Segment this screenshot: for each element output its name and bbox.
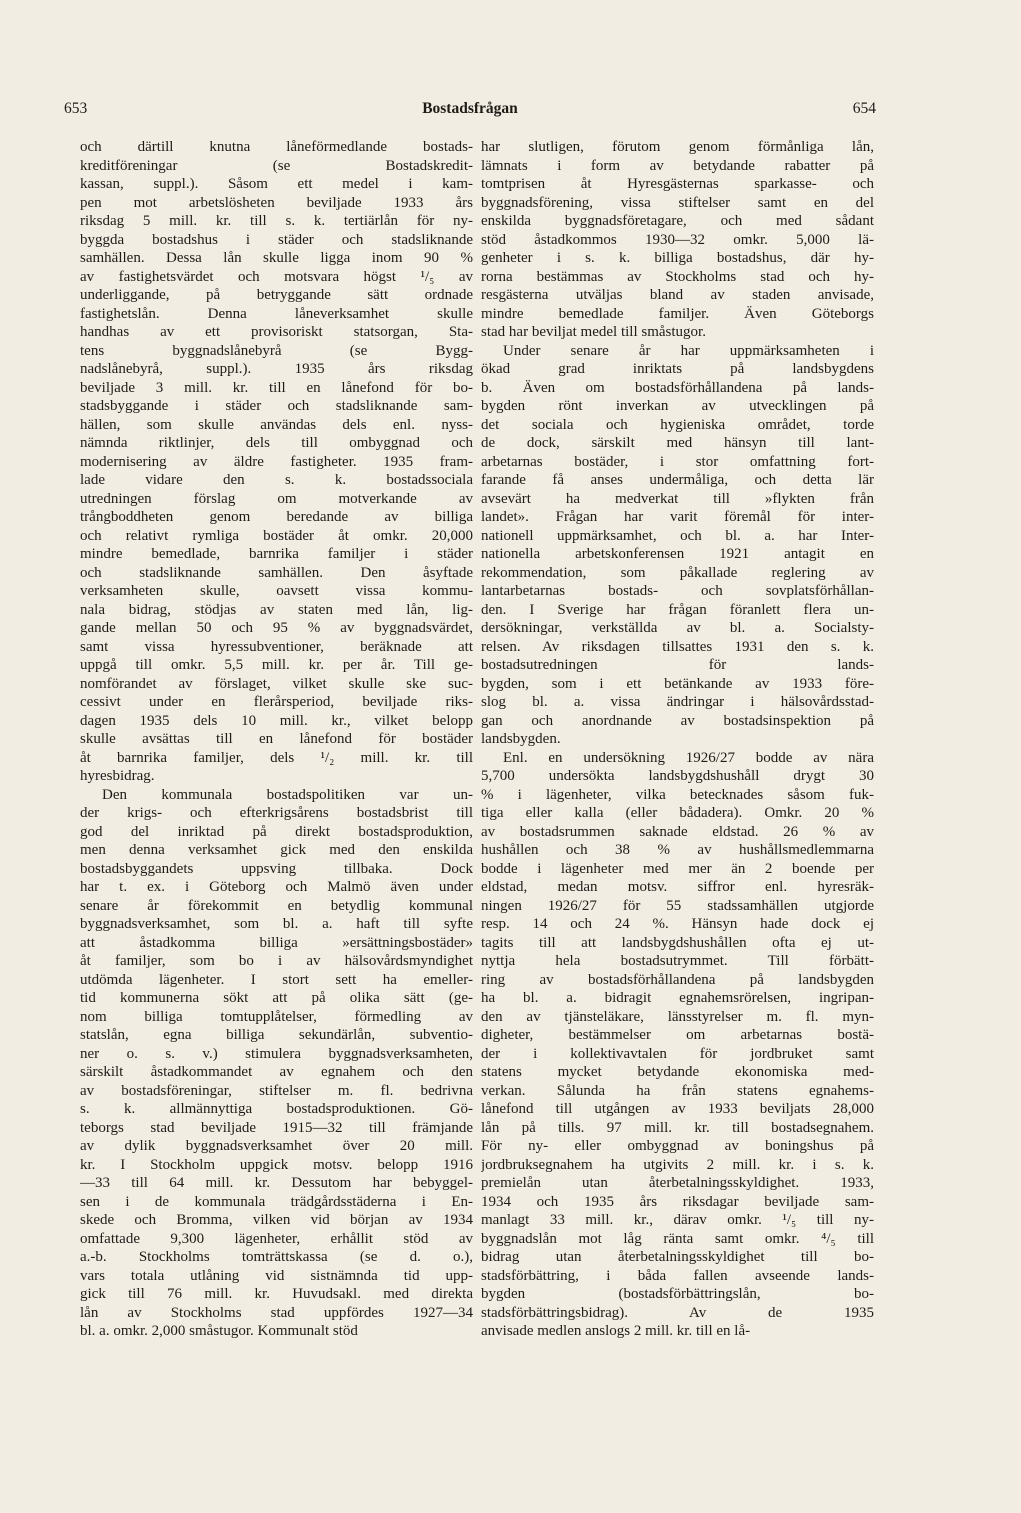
text-line: omfattade 9,300 lägenheter, erhållit stöd av — [80, 1230, 473, 1247]
text-line: nadslånebyrå, suppl.). 1935 års riksdag — [80, 361, 473, 377]
text-line: digheter, bestämmelser om arbetarnas bostä- — [481, 1027, 874, 1043]
text-line: kassan, suppl.). Såsom ett medel i kam- — [80, 176, 473, 192]
text-line: bygden, som i ett betänkande av 1933 före- — [481, 675, 874, 692]
text-line: nämnda riktlinjer, dels till ombyggnad och — [80, 435, 473, 451]
text-line: arbetarnas bostäder, i stor omfattning fort- — [481, 453, 874, 470]
text-line: resp. 14 och 24 %. Hänsyn hade dock ej — [481, 916, 874, 932]
text-line: lantarbetarnas bostads- och sovplatsförhållan- — [481, 583, 874, 599]
text-line: nationella arbetskonferensen 1921 antagit en — [481, 546, 874, 562]
text-line: slog bl. a. vissa ändringar i hälsovårdsstad- — [481, 694, 874, 710]
text-line: b. Även om bostadsförhållandena på lands- — [481, 379, 874, 396]
text-line: a.-b. Stockholms tomträttskassa (se d. o.), — [80, 1249, 473, 1265]
text-line: senare år förekommit en betydlig kommunal — [80, 897, 473, 914]
text-line: åt barnrika familjer, dels ¹/₂ mill. kr. till — [80, 749, 473, 766]
text-line: bidrag utan återbetalningsskyldighet till bo- — [481, 1249, 874, 1265]
text-line: utredningen förslag om motverkande av — [80, 490, 473, 507]
text-line: bostadsbyggandets uppsving tillbaka. Dock — [80, 860, 473, 877]
text-line: fastighetslån. Denna låneverksamhet skulle — [80, 305, 473, 322]
text-line: särskilt åstadkommandet av egnahem och den — [80, 1064, 473, 1080]
text-line: vars totala utlåning vid sistnämnda tid upp- — [80, 1267, 473, 1284]
text-line: skede och Bromma, vilken vid början av 1934 — [80, 1212, 473, 1228]
text-line: premielån utan återbetalningsskyldighet. 1933, — [481, 1175, 874, 1191]
page-title: Bostadsfrågan — [422, 100, 518, 117]
text-line: kr. I Stockholm uppgick motsv. belopp 1916 — [80, 1156, 473, 1173]
text-line: hushållen och 38 % av hushållsmedlemmarna — [481, 842, 874, 858]
page-number-right: 654 — [852, 100, 876, 117]
text-line: hyresbidrag. — [80, 768, 155, 784]
text-line: teborgs stad beviljade 1915—32 till främjande — [80, 1119, 473, 1136]
text-line: ningen 1926/27 för 55 stadssamhällen utgjorde — [481, 897, 874, 914]
text-line: verksamheten skulle, oavsett vissa kommu- — [80, 583, 473, 599]
text-line: byggnadslån mot låg ränta samt omkr. ⁴/₅ till — [481, 1230, 874, 1247]
text-line: För ny- eller ombyggnad av boningshus på — [481, 1138, 874, 1154]
text-line: bygden rönt inverkan av utvecklingen på — [481, 398, 874, 414]
left-column — [80, 138, 473, 1341]
text-line: 5,700 undersökta landsbygdshushåll drygt 30 — [481, 768, 874, 784]
text-line: der krigs- och efterkrigsårens bostadsbrist till — [80, 805, 473, 821]
text-line: statens mycket betydande ekonomiska med- — [481, 1064, 874, 1080]
text-line: av dylik byggnadsverksamhet över 20 mill. — [80, 1138, 473, 1154]
text-line: stadsförbättring, i båda fallen avseende lands- — [481, 1267, 874, 1284]
text-line: gande mellan 50 och 95 % av byggnadsvärdet, — [80, 620, 473, 636]
text-line: 1934 och 1935 års riksdagar beviljade sam- — [481, 1193, 874, 1210]
text-line: s. k. allmännyttiga bostadsproduktionen. Gö- — [80, 1101, 473, 1117]
text-line: mindre bemedlade familjer. Även Göteborgs — [481, 305, 874, 322]
text-line: cessivt under en flerårsperiod, beviljade riks- — [80, 694, 473, 710]
text-line: statslån, egna billiga sekundärlån, subventio- — [80, 1027, 473, 1043]
text-line: lade vidare den s. k. bostadssociala — [80, 472, 473, 488]
text-line: har t. ex. i Göteborg och Malmö även under — [80, 879, 473, 895]
text-line: jordbruksegnahem ha utgivits 2 mill. kr. i s. k. — [481, 1156, 874, 1173]
text-line: samhällen. Dessa lån skulle ligga inom 90 % — [80, 250, 473, 266]
text-line: lånefond till utgången av 1933 beviljats 28,000 — [481, 1101, 874, 1117]
text-line: ring av bostadsförhållandena på landsbygden — [481, 971, 874, 988]
text-line: tagits till att landsbygdshushållen ofta ej ut- — [481, 934, 874, 951]
text-line: beviljade 3 mill. kr. till en lånefond för bo- — [80, 379, 473, 396]
text-line: tiga eller kalla (eller bådadera). Omkr. 20 % — [481, 805, 874, 821]
text-line: avsevärt ha medverkat till »flykten från — [481, 490, 874, 507]
text-line: ha bl. a. bidragit egnahemsrörelsen, ingripan- — [481, 990, 874, 1006]
text-line: samt vissa hyressubventioner, beräknade att — [80, 638, 473, 655]
text-line: ökad grad inriktats på landsbygdens — [481, 361, 874, 377]
right-column — [481, 138, 874, 1341]
text-line: tens byggnadslånebyrå (se Bygg- — [80, 342, 473, 359]
page-number-left: 653 — [64, 100, 88, 117]
text-line: riksdag 5 mill. kr. till s. k. tertiärlån för ny- — [80, 213, 473, 229]
text-line: landet». Frågan har varit föremål för inter- — [481, 509, 874, 525]
text-line: nala bidrag, stödjas av staten med lån, lig- — [80, 601, 473, 618]
text-line: rorna bestämmas av Stockholms stad och hy- — [481, 268, 874, 285]
text-line: rekommendation, som påkallade reglering av — [481, 564, 874, 581]
text-line: god del inriktad på direkt bostadsproduktion, — [80, 823, 473, 840]
text-line: farande få anses undermåliga, och detta lär — [481, 472, 874, 488]
text-line: utdömda lägenheter. I stort sett ha emeller- — [80, 971, 473, 988]
text-line: mindre bemedlade, barnrika familjer i städer — [80, 546, 473, 562]
text-line: Enl. en undersökning 1926/27 bodde av nära — [503, 749, 874, 766]
text-line: manlagt 33 mill. kr., därav omkr. ¹/₅ till ny- — [481, 1212, 874, 1228]
text-line: —33 till 64 mill. kr. Dessutom har bebyggel- — [80, 1175, 473, 1191]
text-line: av bostadsrummen saknade eldstad. 26 % av — [481, 823, 874, 840]
text-line: och relativt rymliga bostäder åt omkr. 20,000 — [80, 527, 473, 544]
text-line: åt familjer, som bo i av hälsovårdsmyndighet — [80, 953, 473, 969]
text-line: den av tjänsteläkare, länsstyrelser m. fl. myn- — [481, 1008, 874, 1025]
text-line: Den kommunala bostadspolitiken var un- — [102, 786, 473, 803]
text-line: och stadsliknande samhällen. Den åsyftade — [80, 564, 473, 581]
text-line: Under senare år har uppmärksamheten i — [503, 342, 874, 359]
text-line: underliggande, på betryggande sätt ordnade — [80, 287, 473, 303]
text-line: den. I Sverige har frågan föranlett flera un- — [481, 601, 874, 618]
text-line: resgästerna utväljas bland av staden anvisade, — [481, 287, 874, 303]
text-line: stadsförbättringsbidrag). Av de 1935 — [481, 1304, 874, 1321]
text-line: lån på tills. 97 mill. kr. till bostadsegnahem. — [481, 1119, 874, 1136]
text-line: uppgå till omkr. 5,5 mill. kr. per år. Till ge- — [80, 657, 473, 673]
text-line: bl. a. omkr. 2,000 småstugor. Kommunalt stöd — [80, 1323, 358, 1339]
text-line: hällen, som skulle användas dels enl. nyss- — [80, 416, 473, 433]
text-line: genheter i s. k. billiga bostadshus, där hy- — [481, 250, 874, 266]
text-line: nyttja hela bostadsutrymmet. Till förbätt- — [481, 953, 874, 969]
text-line: och därtill knutna låneförmedlande bostads- — [80, 139, 473, 155]
text-line: modernisering av äldre fastigheter. 1935 fram- — [80, 453, 473, 470]
text-line: ner o. s. v.) stimulera byggnadsverksamheten, — [80, 1045, 473, 1062]
text-line: nom billiga tomtupplåtelser, förmedling av — [80, 1008, 473, 1025]
text-line: lämnats i form av betydande rabatter på — [481, 157, 874, 174]
text-line: lån av Stockholms stad uppfördes 1927—34 — [80, 1304, 473, 1321]
page-header — [64, 100, 876, 124]
text-line: pen mot arbetslösheten beviljade 1933 års — [80, 194, 473, 211]
text-line: handhas av ett provisoriskt statsorgan, Sta- — [80, 324, 473, 340]
text-line: verkan. Sålunda ha från statens egnahems- — [481, 1082, 874, 1099]
text-line: det sociala och hygieniska området, torde — [481, 416, 874, 433]
text-line: byggnadsförening, vissa stiftelser samt en del — [481, 194, 874, 211]
text-line: stadsbyggande i städer och stadsliknande sam- — [80, 398, 473, 414]
text-line: gick till 76 mill. kr. Huvudsakl. med direkta — [80, 1286, 473, 1302]
text-line: har slutligen, förutom genom förmånliga lån, — [481, 139, 874, 155]
text-line: sen i de kommunala trädgårdsstäderna i En- — [80, 1193, 473, 1210]
text-line: att åstadkomma billiga »ersättningsbostäder» — [80, 934, 473, 951]
text-line: anvisade medlen anslogs 2 mill. kr. till en lå- — [481, 1323, 751, 1339]
text-line: eldstad, medan motsv. siffror enl. hyresräk- — [481, 879, 874, 895]
text-line: de dock, särskilt med hänsyn till lant- — [481, 435, 874, 451]
text-line: tid kommunerna sökt att på olika sätt (ge- — [80, 990, 473, 1006]
text-line: trångboddheten genom beredande av billiga — [80, 509, 473, 525]
text-line: gan och anordnande av bostadsinspektion på — [481, 712, 874, 729]
text-line: dersökningar, verkställda av bl. a. Socialsty- — [481, 620, 874, 636]
text-line: stöd åstadkommos 1930—32 omkr. 5,000 lä- — [481, 231, 874, 248]
text-line: nomförandet av förslaget, vilket skulle ske suc- — [80, 675, 473, 692]
text-line: enskilda byggnadsföretagare, och med sådant — [481, 213, 874, 229]
text-line: bostadsutredningen för lands- — [481, 657, 874, 673]
text-line: byggnadsverksamhet, som bl. a. haft till syfte — [80, 916, 473, 932]
text-line: dagen 1935 dels 10 mill. kr., vilket belopp — [80, 712, 473, 729]
text-line: stad har beviljat medel till småstugor. — [481, 324, 706, 340]
text-line: relsen. Av riksdagen tillsattes 1931 den s. k. — [481, 638, 874, 655]
text-line: nationell uppmärksamhet, och bl. a. har Inter- — [481, 527, 874, 544]
text-line: skulle avsättas till en lånefond för bostäder — [80, 731, 473, 747]
text-line: bygden (bostadsförbättringslån, bo- — [481, 1286, 874, 1302]
text-line: men denna verksamhet gick med den enskilda — [80, 842, 473, 858]
text-line: tomtprisen åt Hyresgästernas sparkasse- och — [481, 176, 874, 192]
text-line: kreditföreningar (se Bostadskredit- — [80, 157, 473, 174]
text-line: av fastighetsvärdet och motsvara högst ¹/₅ av — [80, 268, 473, 285]
text-line: bodde i lägenheter med mer än 2 boende per — [481, 860, 874, 877]
text-line: landsbygden. — [481, 731, 561, 747]
text-line: av bostadsföreningar, stiftelser m. fl. bedrivna — [80, 1082, 473, 1099]
text-line: der i kollektivavtalen för jordbruket samt — [481, 1045, 874, 1062]
text-line: byggda bostadshus i städer och stadsliknande — [80, 231, 473, 248]
text-line: % i lägenheter, vilka betecknades såsom fuk- — [481, 786, 874, 803]
